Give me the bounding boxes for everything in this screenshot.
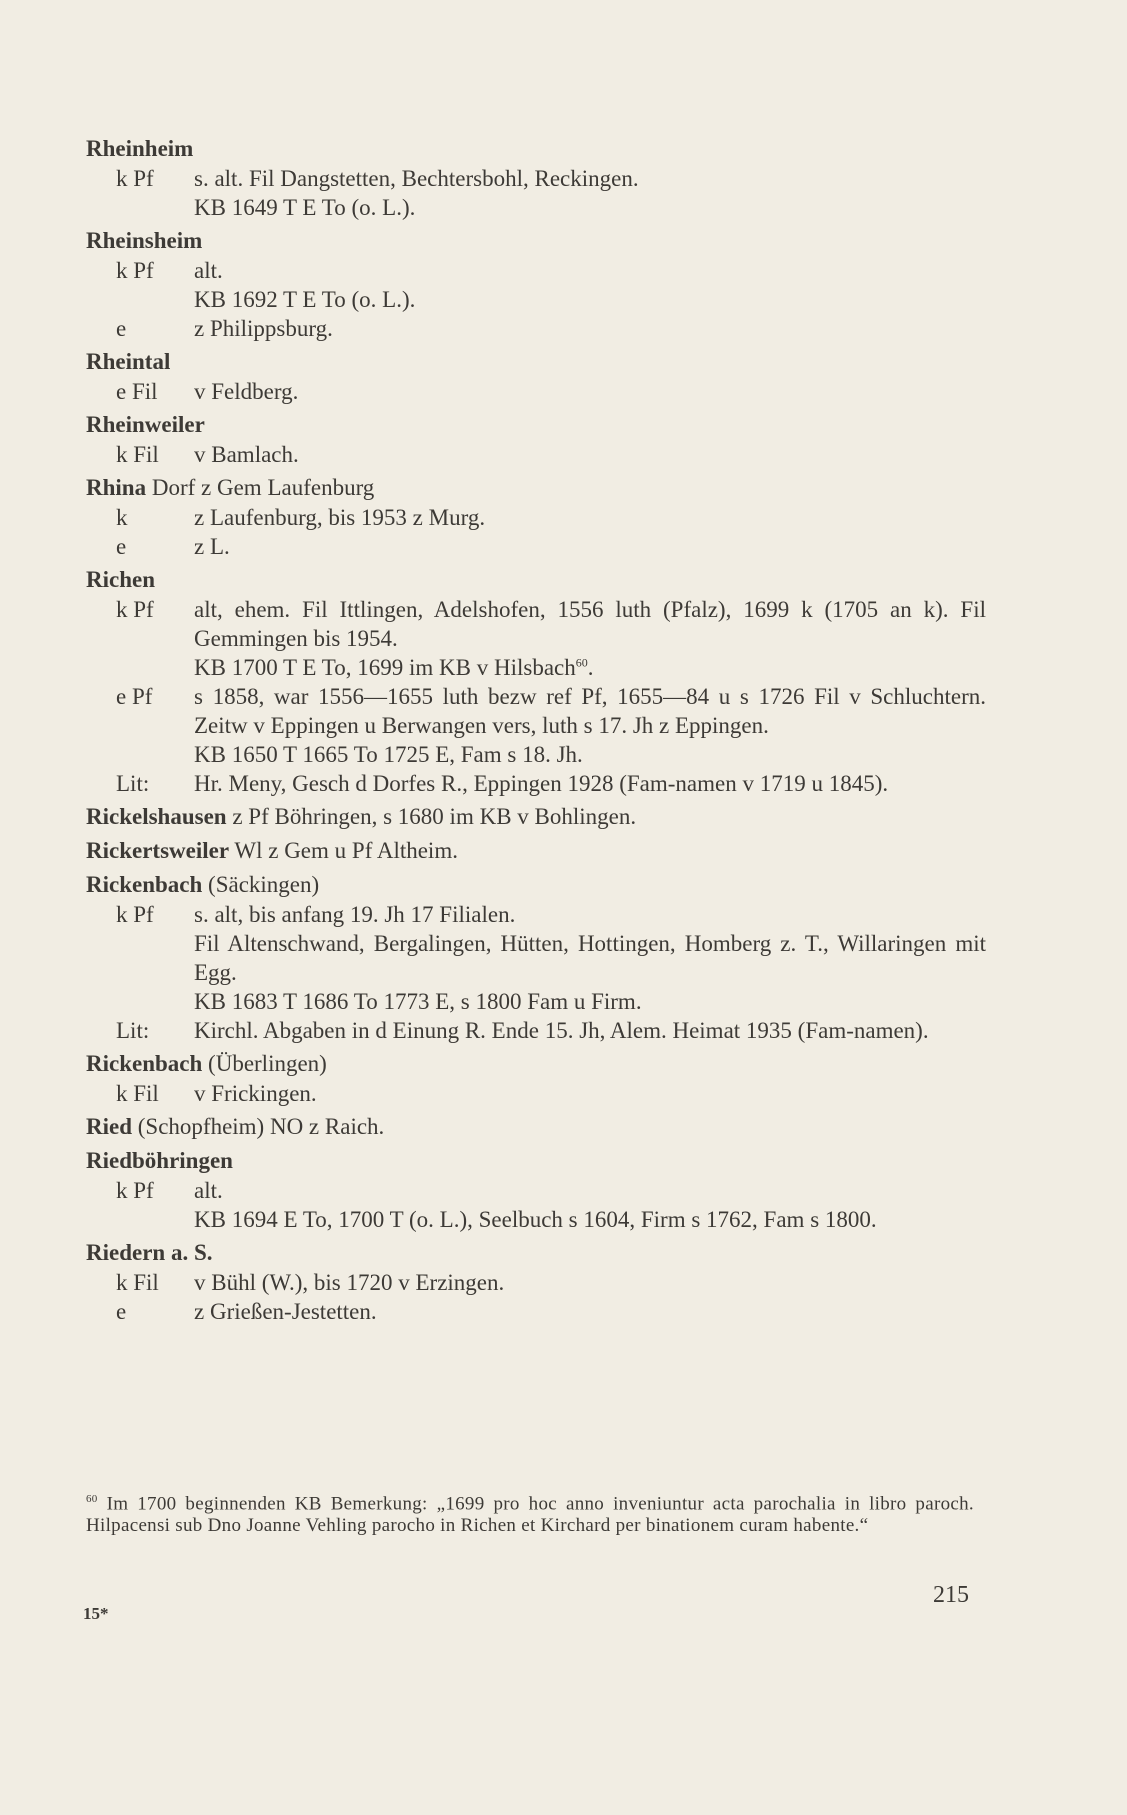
footnote xyxy=(86,1488,974,1537)
row-text-main: alt. xyxy=(194,1178,223,1203)
entry-headword: Richen xyxy=(86,567,155,592)
row-text-main: z Grießen-Jestetten. xyxy=(194,1299,377,1324)
row-text xyxy=(194,1176,986,1205)
footnote-text: Im 1700 beginnenden KB Bemerkung: „1699 pro hoc anno inveniuntur acta parochalia in libro paroch. Hilpacensi sub Dno Joanne Vehling parocho in Richen et Kirchard per binationem curam habente.“ xyxy=(86,1493,974,1537)
entry-headword-note: (Überlingen) xyxy=(202,1051,327,1076)
entry-title xyxy=(86,565,986,595)
entry-headword: Rhina xyxy=(86,475,147,500)
row-label: k Fil xyxy=(116,442,159,467)
row-text-main: s. alt. Fil Dangstetten, Bechtersbohl, Reckingen. xyxy=(194,166,639,191)
entry-headword: Rheinsheim xyxy=(86,228,203,253)
row-label: k Fil xyxy=(116,1270,159,1295)
row-text-main: s. alt, bis anfang 19. Jh 17 Filialen. xyxy=(194,902,516,927)
entry-headword: Rheinweiler xyxy=(86,412,205,437)
gazetteer-entries xyxy=(86,134,986,1330)
row-label: e xyxy=(116,534,127,559)
row-text-main: KB 1683 T 1686 To 1773 E, s 1800 Fam u Firm. xyxy=(194,989,642,1014)
entry-headword: Riedböhringen xyxy=(86,1148,233,1173)
entry-title xyxy=(86,802,986,832)
entry-title xyxy=(86,870,986,900)
row-label: e xyxy=(116,1299,127,1324)
row-label xyxy=(86,987,194,1016)
entry-row xyxy=(86,595,986,653)
row-text-main: z Laufenburg, bis 1953 z Murg. xyxy=(194,505,486,530)
entry-headword: Rheintal xyxy=(86,349,171,374)
footnote-number: 60 xyxy=(86,1493,98,1505)
row-text xyxy=(194,1205,986,1234)
row-text xyxy=(194,314,986,343)
row-label: k Fil xyxy=(116,1081,159,1106)
entry-headword: Rickelshausen xyxy=(86,804,227,829)
entry-title xyxy=(86,226,986,256)
entry-headword-note: (Schopfheim) NO z Raich. xyxy=(132,1114,385,1139)
entry-headword-note: z Pf Böhringen, s 1680 im KB v Bohlingen. xyxy=(226,804,637,829)
entry-row xyxy=(86,503,986,532)
entry-row xyxy=(86,769,986,798)
entry-row xyxy=(86,285,986,314)
entry-row xyxy=(86,256,986,285)
entry xyxy=(86,410,986,473)
row-text xyxy=(194,503,986,532)
entry-title xyxy=(86,347,986,377)
row-text xyxy=(194,532,986,561)
row-text xyxy=(194,256,986,285)
entry-row xyxy=(86,377,986,406)
row-text xyxy=(194,440,986,469)
entry-row xyxy=(86,1268,986,1297)
entry xyxy=(86,473,986,565)
entry-row xyxy=(86,314,986,343)
entry-row xyxy=(86,1297,986,1326)
entry xyxy=(86,226,986,347)
row-text-main: alt, ehem. Fil Ittlingen, Adelshofen, 1556 luth (Pfalz), 1699 k (1705 an k). Fil Gemmingen bis 1954. xyxy=(194,597,986,651)
entry-row xyxy=(86,1079,986,1108)
row-label xyxy=(86,1205,194,1234)
entry-row xyxy=(86,1016,986,1045)
row-text-main: z L. xyxy=(194,534,230,559)
entry-row xyxy=(86,653,986,682)
entry-row xyxy=(86,164,986,193)
row-label: k Pf xyxy=(116,902,154,927)
entry-title xyxy=(86,134,986,164)
entry-title xyxy=(86,473,986,503)
row-label xyxy=(86,653,194,682)
entry-headword-note: Dorf z Gem Laufenburg xyxy=(146,475,375,500)
page-number: 215 xyxy=(933,1582,969,1608)
row-text xyxy=(194,377,986,406)
row-text-main: v Bamlach. xyxy=(194,442,299,467)
row-label xyxy=(86,929,194,987)
entry-row xyxy=(86,1176,986,1205)
row-label: e xyxy=(116,316,127,341)
entry-headword: Rickenbach xyxy=(86,1051,203,1076)
entry-row xyxy=(86,532,986,561)
entry-title xyxy=(86,1146,986,1176)
row-text-main: KB 1694 E To, 1700 T (o. L.), Seelbuch s 1604, Firm s 1762, Fam s 1800. xyxy=(194,1207,877,1232)
row-text-main: Kirchl. Abgaben in d Einung R. Ende 15. Jh, Alem. Heimat 1935 (Fam-namen). xyxy=(194,1018,929,1043)
entry-row xyxy=(86,740,986,769)
row-label xyxy=(86,740,194,769)
entry xyxy=(86,347,986,410)
row-label: k Pf xyxy=(116,597,154,622)
entry xyxy=(86,1146,986,1238)
row-text xyxy=(194,285,986,314)
row-text-main: z Philippsburg. xyxy=(194,316,333,341)
row-text-main: Hr. Meny, Gesch d Dorfes R., Eppingen 1928 (Fam-namen v 1719 u 1845). xyxy=(194,771,889,796)
entry-title xyxy=(86,410,986,440)
row-text-main: alt. xyxy=(194,258,223,283)
entry-row xyxy=(86,682,986,740)
entry xyxy=(86,802,986,836)
row-text xyxy=(194,1079,986,1108)
row-text xyxy=(194,740,986,769)
row-text xyxy=(194,164,986,193)
entry-headword: Rheinheim xyxy=(86,136,194,161)
entry xyxy=(86,565,986,802)
row-label: Lit: xyxy=(116,1018,150,1043)
entry-headword: Rickenbach xyxy=(86,872,203,897)
entry-row xyxy=(86,987,986,1016)
row-text xyxy=(194,929,986,987)
row-label: k xyxy=(116,505,128,530)
row-label: e Fil xyxy=(116,379,158,404)
row-text-main: s 1858, war 1556—1655 luth bezw ref Pf, 1655—84 u s 1726 Fil v Schluchtern. Zeitw v Eppingen u Berwangen vers, luth s 17. Jh z Eppingen. xyxy=(194,684,986,738)
entry-row xyxy=(86,193,986,222)
row-label: e Pf xyxy=(116,684,153,709)
row-label: k Pf xyxy=(116,258,154,283)
entry-headword: Rickertsweiler xyxy=(86,838,230,863)
entry-title xyxy=(86,836,986,866)
row-label: Lit: xyxy=(116,771,150,796)
row-text-main: KB 1700 T E To, 1699 im KB v Hilsbach xyxy=(194,655,576,680)
row-label: k Pf xyxy=(116,166,154,191)
entry-title xyxy=(86,1112,986,1142)
entry-headword-note: (Säckingen) xyxy=(202,872,320,897)
entry-headword-note: Wl z Gem u Pf Altheim. xyxy=(229,838,458,863)
entry xyxy=(86,1112,986,1146)
row-text xyxy=(194,595,986,653)
entry-row xyxy=(86,900,986,929)
entry-row xyxy=(86,440,986,469)
row-label: k Pf xyxy=(116,1178,154,1203)
entry xyxy=(86,134,986,226)
entry-title xyxy=(86,1238,986,1268)
row-text-main: KB 1649 T E To (o. L.). xyxy=(194,195,416,220)
row-text-main: KB 1692 T E To (o. L.). xyxy=(194,287,416,312)
row-text-main: v Frickingen. xyxy=(194,1081,317,1106)
entry xyxy=(86,870,986,1049)
entry xyxy=(86,836,986,870)
row-text xyxy=(194,1016,986,1045)
row-text-main: KB 1650 T 1665 To 1725 E, Fam s 18. Jh. xyxy=(194,742,583,767)
entry-headword: Ried xyxy=(86,1114,132,1139)
row-text xyxy=(194,193,986,222)
row-text-main: v Bühl (W.), bis 1720 v Erzingen. xyxy=(194,1270,505,1295)
row-text xyxy=(194,682,986,740)
row-label xyxy=(86,193,194,222)
entry-row xyxy=(86,929,986,987)
row-text xyxy=(194,1297,986,1326)
row-text xyxy=(194,769,986,798)
entry-row xyxy=(86,1205,986,1234)
row-text xyxy=(194,1268,986,1297)
row-text xyxy=(194,987,986,1016)
entry-title xyxy=(86,1049,986,1079)
footnote-reference: 60 xyxy=(575,655,588,670)
row-text-tail: . xyxy=(587,655,594,680)
row-text xyxy=(194,900,986,929)
row-text-main: Fil Altenschwand, Bergalingen, Hütten, Hottingen, Homberg z. T., Willaringen mit Egg. xyxy=(194,931,986,985)
printer-signature: 15* xyxy=(83,1604,109,1623)
entry xyxy=(86,1238,986,1330)
row-text xyxy=(194,653,986,682)
row-text-main: v Feldberg. xyxy=(194,379,299,404)
row-label xyxy=(86,285,194,314)
entry-headword: Riedern a. S. xyxy=(86,1240,213,1265)
entry xyxy=(86,1049,986,1112)
